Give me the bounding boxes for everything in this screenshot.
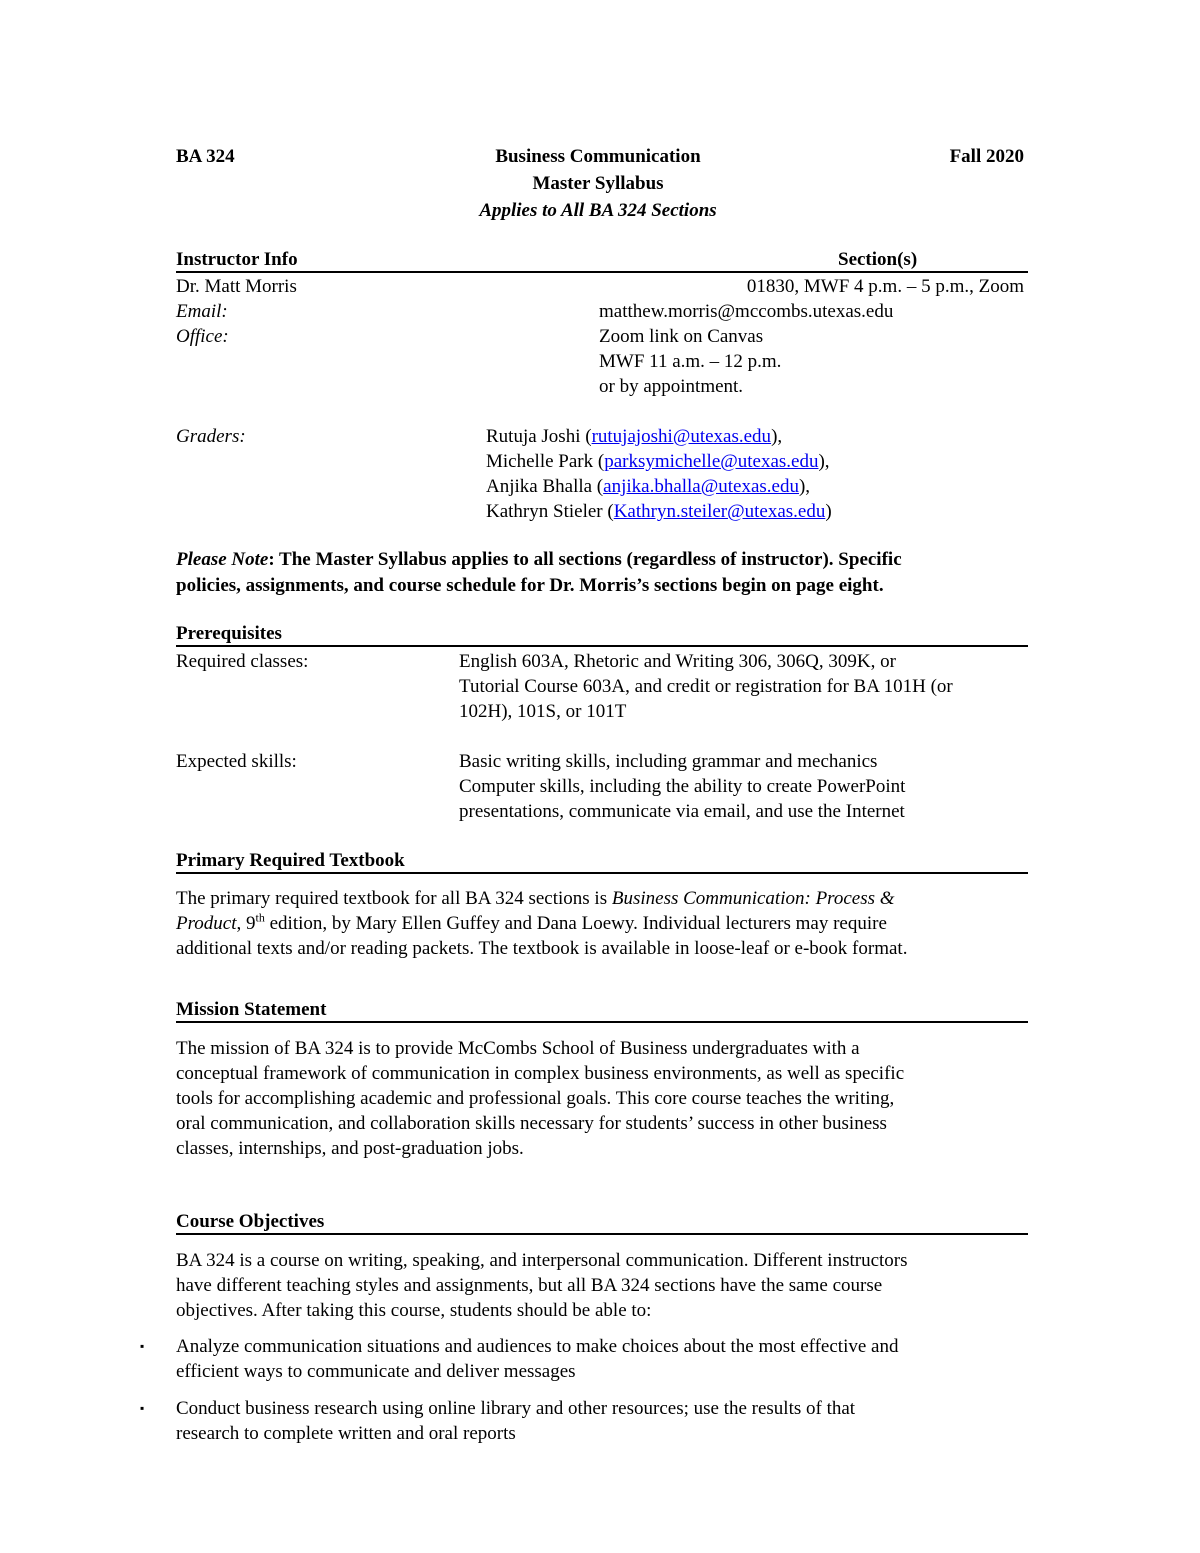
- grader-tail: ),: [798, 476, 811, 497]
- textbook-heading: Primary Required Textbook: [176, 850, 405, 871]
- textbook-text: edition, by Mary Ellen Guffey and Dana Loewy. Individual lecturers may require: [264, 913, 887, 934]
- objective-item-line: research to complete written and oral reports: [176, 1423, 516, 1444]
- objectives-line: have different teaching styles and assignments, but all BA 324 sections have the same course: [176, 1275, 883, 1296]
- please-note-label: Please Note: [176, 549, 269, 570]
- mission-heading: Mission Statement: [176, 999, 327, 1020]
- office-line: or by appointment.: [599, 376, 744, 397]
- textbook-line: additional texts and/or reading packets. The textbook is available in loose-leaf or e-book format.: [176, 938, 908, 959]
- objectives-line: BA 324 is a course on writing, speaking, and interpersonal communication. Different instructors: [176, 1250, 908, 1271]
- mission-line: tools for accomplishing academic and professional goals. This core course teaches the writing,: [176, 1088, 895, 1109]
- grader-email-link[interactable]: Kathryn.steiler@utexas.edu: [613, 501, 826, 522]
- objectives-line: objectives. After taking this course, students should be able to:: [176, 1300, 652, 1321]
- instructor-rule: [176, 271, 1028, 273]
- grader-line: [486, 499, 832, 524]
- bullet-icon: ▪: [140, 1401, 145, 1415]
- objective-item-line: Analyze communication situations and audiences to make choices about the most effective and: [176, 1336, 899, 1357]
- required-line: Tutorial Course 603A, and credit or registration for BA 101H (or: [459, 676, 953, 697]
- please-note-line1: : The Master Syllabus applies to all sections (regardless of instructor). Specific: [268, 549, 902, 570]
- email-value[interactable]: matthew.morris@mccombs.utexas.edu: [599, 301, 894, 322]
- grader-email-link[interactable]: anjika.bhalla@utexas.edu: [603, 476, 799, 497]
- objective-item-line: efficient ways to communicate and deliver messages: [176, 1361, 576, 1382]
- textbook-title: Business Communication: Process &: [611, 888, 895, 909]
- section-value: 01830, MWF 4 p.m. – 5 p.m., Zoom: [746, 276, 1024, 297]
- prerequisites-rule: [176, 645, 1028, 647]
- email-label: Email:: [176, 301, 228, 322]
- prerequisites-heading: Prerequisites: [176, 623, 282, 644]
- skills-line: Basic writing skills, including grammar and mechanics: [459, 751, 878, 772]
- grader-name: Anjika Bhalla (: [486, 476, 604, 497]
- please-note: [176, 547, 902, 572]
- office-label: Office:: [176, 326, 229, 347]
- grader-name: Rutuja Joshi (: [486, 426, 592, 447]
- textbook-title: Product: [176, 913, 237, 934]
- objective-item-line: Conduct business research using online library and other resources; use the results of that: [176, 1398, 856, 1419]
- objectives-heading: Course Objectives: [176, 1211, 325, 1232]
- instructor-heading: Instructor Info: [176, 249, 298, 270]
- grader-line: [486, 474, 810, 499]
- sections-heading: Section(s): [838, 249, 918, 270]
- mission-line: oral communication, and collaboration skills necessary for students’ success in other business: [176, 1113, 887, 1134]
- required-line: 102H), 101S, or 101T: [459, 701, 627, 722]
- textbook-text: , 9: [236, 913, 256, 934]
- office-line: MWF 11 a.m. – 12 p.m.: [599, 351, 782, 372]
- textbook-text: The primary required textbook for all BA 324 sections is: [176, 888, 612, 909]
- mission-line: conceptual framework of communication in complex business environments, as well as specific: [176, 1063, 905, 1084]
- grader-email-link[interactable]: rutujajoshi@utexas.edu: [591, 426, 772, 447]
- skills-line: presentations, communicate via email, and use the Internet: [459, 801, 905, 822]
- textbook-line: [176, 911, 887, 936]
- grader-name: Michelle Park (: [486, 451, 605, 472]
- textbook-sup: th: [255, 910, 265, 925]
- mission-rule: [176, 1021, 1028, 1023]
- grader-tail: ),: [818, 451, 830, 472]
- office-line: Zoom link on Canvas: [599, 326, 764, 347]
- mission-line: classes, internships, and post-graduation jobs.: [176, 1138, 524, 1159]
- course-code: BA 324: [176, 146, 235, 167]
- course-term: Fall 2020: [949, 146, 1024, 167]
- grader-email-link[interactable]: parksymichelle@utexas.edu: [604, 451, 819, 472]
- textbook-rule: [176, 872, 1028, 874]
- instructor-name: Dr. Matt Morris: [176, 276, 297, 297]
- grader-line: [486, 449, 830, 474]
- graders-label: Graders:: [176, 426, 246, 447]
- skills-line: Computer skills, including the ability to create PowerPoint: [459, 776, 906, 797]
- please-note-line2: policies, assignments, and course schedule for Dr. Morris’s sections begin on page eight.: [176, 575, 884, 596]
- course-title: Business Communication: [495, 146, 701, 167]
- bullet-icon: ▪: [140, 1339, 145, 1353]
- skills-label: Expected skills:: [176, 751, 297, 772]
- textbook-line: [176, 886, 895, 911]
- mission-line: The mission of BA 324 is to provide McCombs School of Business undergraduates with a: [176, 1038, 860, 1059]
- grader-tail: ): [825, 501, 832, 522]
- applies-note: Applies to All BA 324 Sections: [479, 200, 717, 221]
- syllabus-subtitle: Master Syllabus: [532, 173, 664, 194]
- grader-name: Kathryn Stieler (: [486, 501, 614, 522]
- grader-line: [486, 424, 782, 449]
- objectives-rule: [176, 1233, 1028, 1235]
- grader-tail: ),: [771, 426, 783, 447]
- required-label: Required classes:: [176, 651, 309, 672]
- required-line: English 603A, Rhetoric and Writing 306, 306Q, 309K, or: [459, 651, 896, 672]
